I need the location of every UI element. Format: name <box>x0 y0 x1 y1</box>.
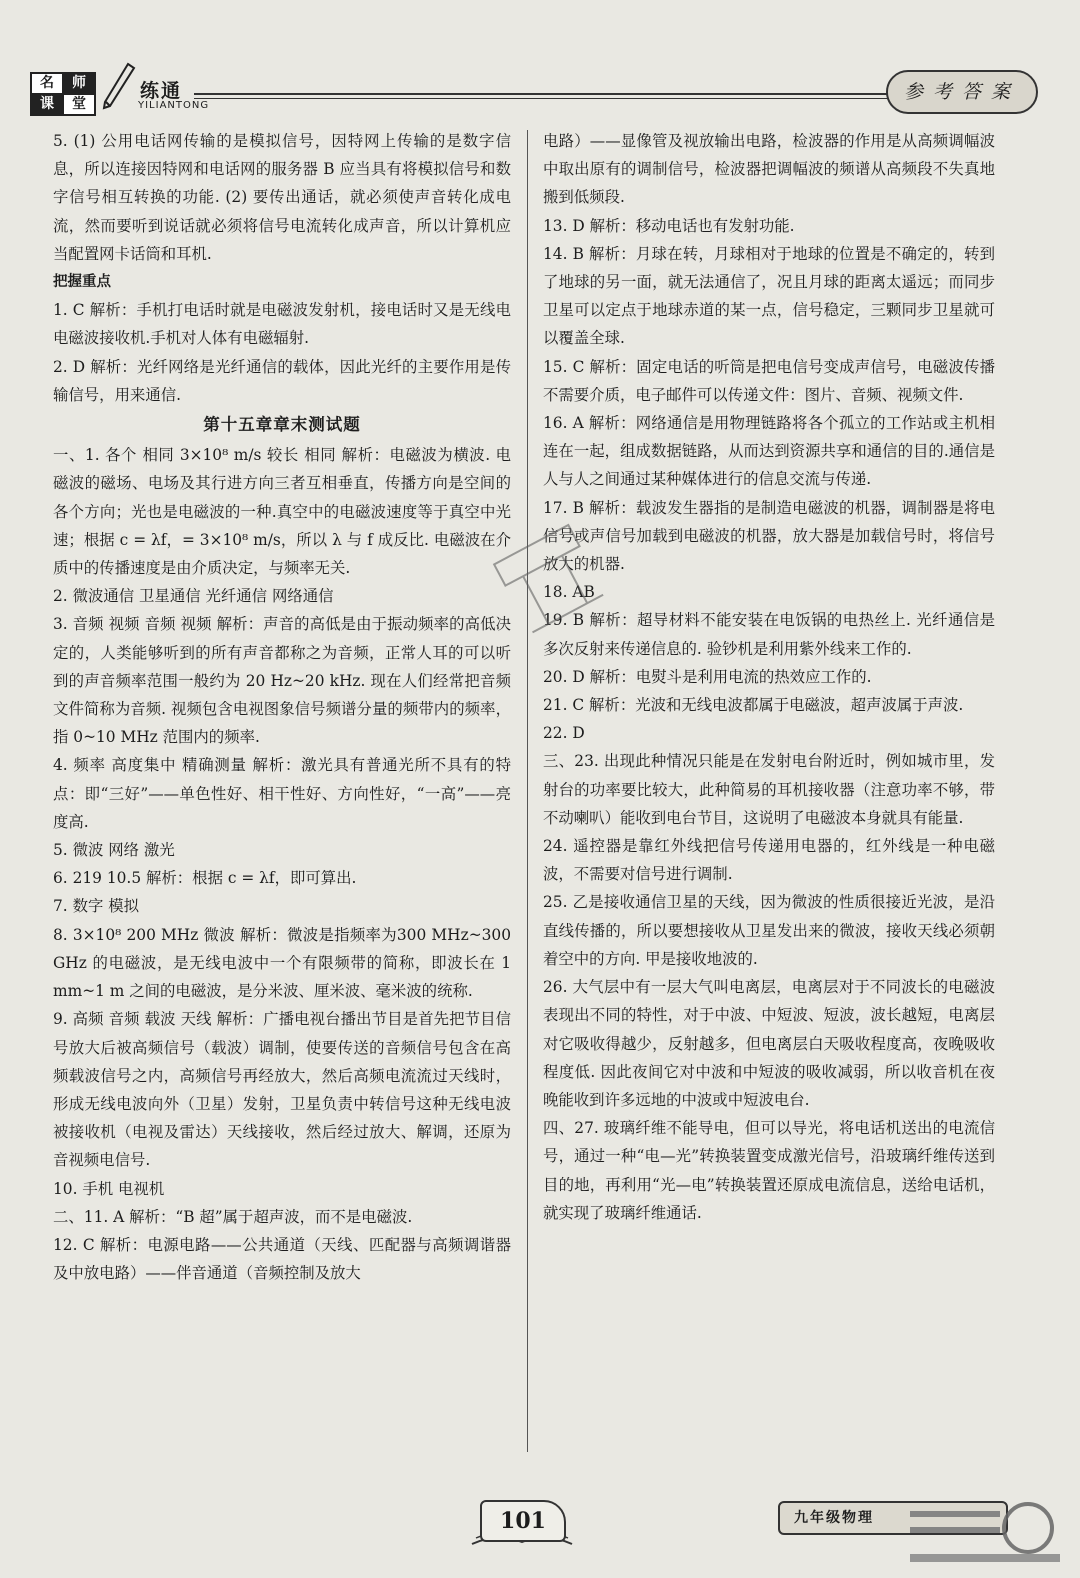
answer-item: 15. C 解析：固定电话的听筒是把电信号变成声信号，电磁波传播不需要介质，电子邮件可以传递文件：图片、音频、视频文件. <box>543 357 995 404</box>
answer-item: 26. 大气层中有一层大气叫电离层，电离层对于不同波长的电磁波表现出不同的特性，对于中波、中短波、短波，波长越短，电离层对它吸收得越少，反射越多，但电离层白天吸收程度高，夜晚吸收程度低. 因此夜间它对中波和中短波的吸收减弱，所以收音机在夜晚能收到许多远地的中波或中短波电台. <box>543 978 995 1109</box>
watermark-stamp <box>470 500 630 660</box>
answer-item: 三、23. 出现此种情况只能是在发射电台附近时，例如城市里，发射台的功率要比较大，此种简易的耳机接收器（注意功率不够，带不动喇叭）能收到电台节目，这说明了电磁波本身就具有能量. <box>543 752 995 827</box>
answer-item: 17. B 解析：载波发生器指的是制造电磁波的机器，调制器是将电信号或声信号加载到电磁波的机器，放大器是加载信号时，将信号放大的机器. <box>543 498 995 574</box>
answer-item: 14. B 解析：月球在转，月球相对于地球的位置是不确定的，转到了地球的另一面，就无法通信了，况且月球的距离太遥远；而同步卫星可以定点于地球赤道的某一点，信号稳定，三颗同步卫星就可以覆盖全球. <box>543 244 995 348</box>
answer-item: 2. 微波通信 卫星通信 光纤通信 网络通信 <box>53 587 334 606</box>
logo-char: 课 <box>30 93 64 116</box>
answer-item: 一、1. 各个 相同 3×10⁸ m/s 较长 相同 解析：电磁波为横波. 电磁波的磁场、电场及其行进方向三者互相垂直，传播方向是空间的各个方向；光也是电磁波的一种.真空中的电磁波速度等于真空中光速；根据 c = λf，= 3×10⁸ m/s，所以 λ 与 f 成反比. 电磁波在介质中的传播速度是由介质决定，与频率无关. <box>53 446 511 578</box>
answer-item: 1. C 解析：手机打电话时就是电磁波发射机，接电话时又是无线电电磁波接收机.手机对人体有电磁辐射. <box>53 301 511 348</box>
answer-item: 电路）——显像管及视放输出电路，检波器的作用是从高频调幅波中取出原有的调制信号，检波器把调幅波的频谱从高频段不失真地搬到低频段. <box>543 132 995 207</box>
logo-char: 名 <box>30 72 64 95</box>
right-column <box>543 127 995 1227</box>
answer-item: 24. 遥控器是靠红外线把信号传递用电器的，红外线是一种电磁波，不需要对信号进行调制. <box>543 837 995 884</box>
answer-item: 5. (1) 公用电话网传输的是模拟信号，因特网上传输的是数字信息，所以连接因特网和电话网的服务器 B 应当具有将模拟信号和数字信号相互转换的功能. (2) 要传出通话，就必须使声音转化成电流，然而要听到说话就必须将信号电流转化成声音，所以计算机应当配置网卡话筒和耳机. <box>53 132 511 263</box>
left-column <box>53 127 511 1287</box>
logo-char: 堂 <box>62 93 96 116</box>
column-divider <box>527 130 528 1452</box>
pen-icon <box>98 62 138 112</box>
answer-item: 二、11. A 解析：“B 超”属于超声波，而不是电磁波. <box>53 1207 413 1226</box>
answer-item: 22. D <box>543 724 585 743</box>
answer-item: 四、27. 玻璃纤维不能导电，但可以导光，将电话机送出的电流信号，通过一种“电—光”转换装置变成激光信号，沿玻璃纤维传送到目的地，再利用“光—电”转换装置还原成电流信息，送给电话机，就实现了玻璃纤维通话. <box>543 1119 995 1222</box>
header-rule <box>194 98 894 99</box>
brand-title: 练通 <box>140 80 183 102</box>
publisher-logo <box>30 72 96 114</box>
answer-item: 21. C 解析：光波和无线电波都属于电磁波，超声波属于声波. <box>543 696 964 715</box>
section-heading: 把握重点 <box>53 274 111 291</box>
brand-subtitle: YILIANTONG <box>138 100 210 111</box>
answer-item: 20. D 解析：电熨斗是利用电流的热效应工作的. <box>543 667 872 686</box>
chapter-title: 第十五章章末测试题 <box>203 415 361 435</box>
page-header <box>30 62 1060 114</box>
answer-item: 13. D 解析：移动电话也有发射功能. <box>543 216 795 235</box>
answer-item: 7. 数字 模拟 <box>53 897 140 916</box>
answer-item: 3. 音频 视频 音频 视频 解析：声音的高低是由于振动频率的高低决定的，人类能够听到的所有声音都称之为音频，正常人耳的可以听到的声音频率范围一般约为 20 Hz~20 kHz. 现在人们经常把音频文件简称为音频. 视频包含电视图象信号频谱分量的频带内的频率，指 0~10 MHz 范围内的频率. <box>53 615 511 747</box>
answer-key-badge: 参考答案 <box>886 70 1038 114</box>
answer-item: 9. 高频 音频 载波 天线 解析：广播电视台播出节目是首先把节目信号放大后被高频信号（载波）调制，使要传送的音频信号包含在高频载波信号之内，高频信号再经放大，然后高频电流流过天线时，形成无线电波向外（卫星）发射，卫星负责中转信号这种无线电波被接收机（电视及雷达）天线接收，然后经过放大、解调，还原为音视频电信号. <box>53 1010 511 1170</box>
answer-item: 8. 3×10⁸ 200 MHz 微波 解析：微波是指频率为300 MHz~300 GHz 的电磁波，是无线电波中一个有限频带的简称，即波长在 1 mm~1 m 之间的电磁波，是分米波、厘米波、毫米波的统称. <box>53 925 511 1001</box>
answer-item: 10. 手机 电视机 <box>53 1179 165 1198</box>
answer-item: 25. 乙是接收通信卫星的天线，因为微波的性质很接近光波，是沿直线传播的，所以要想接收从卫星发出来的微波，接收天线必须朝着空中的方向. 甲是接收地波的. <box>543 893 995 968</box>
answer-item: 5. 微波 网络 激光 <box>53 841 175 860</box>
grade-subject-tag: 九年级物理 <box>778 1501 1008 1535</box>
logo-char: 师 <box>62 72 96 95</box>
answer-item: 18. AB <box>543 583 595 602</box>
answer-item: 19. B 解析：超导材料不能安装在电饭锅的电热丝上. 光纤通信是多次反射来传递信息的. 验钞机是利用紫外线来工作的. <box>543 611 995 658</box>
header-rule <box>194 93 894 95</box>
answer-item: 12. C 解析：电源电路——公共通道（天线、匹配器与高频调谐器及中放电路）——伴音通道（音频控制及放大 <box>53 1235 511 1283</box>
answer-item: 16. A 解析：网络通信是用物理链路将各个孤立的工作站或主机相连在一起，组成数据链路，从而达到资源共享和通信的目的.通信是人与人之间通过某种媒体进行的信息交流与传递. <box>543 414 995 489</box>
answer-item: 4. 频率 高度集中 精确测量 解析：激光具有普通光所不具有的特点：即“三好”——单色性好、相干性好、方向性好，“一高”——亮度高. <box>53 756 511 831</box>
page-number: 101 <box>480 1500 566 1542</box>
answer-item: 2. D 解析：光纤网络是光纤通信的载体，因此光纤的主要作用是传输信号，用来通信. <box>53 357 511 404</box>
site-watermark-logo <box>900 1500 1070 1572</box>
answer-item: 6. 219 10.5 解析：根据 c = λf，即可算出. <box>53 869 357 888</box>
